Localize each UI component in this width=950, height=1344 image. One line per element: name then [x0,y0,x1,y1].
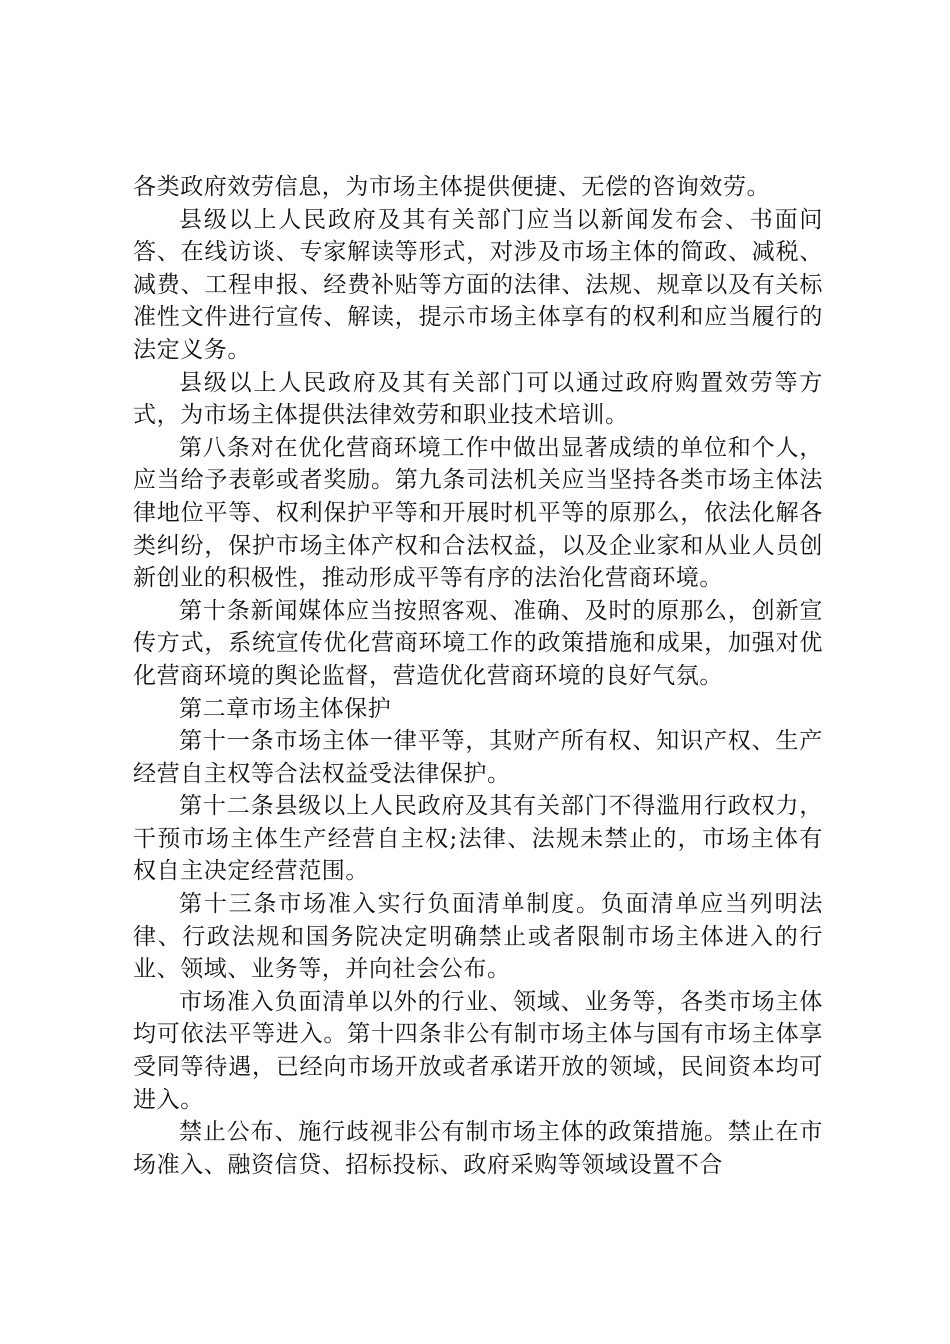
document-body [133,171,823,1181]
paragraph: 第八条对在优化营商环境工作中做出显著成绩的单位和个人，应当给予表彰或者奖励。第九条司法机关应当坚持各类市场主体法律地位平等、权利保护平等和开展时机平等的原那么，依法化解各类纠纷，保护市场主体产权和合法权益，以及企业家和从业人员创新创业的积极性，推动形成平等有序的法治化营商环境。 [133,434,823,592]
chapter-heading: 第二章市场主体保护 [179,695,392,722]
paragraph: 第十一条市场主体一律平等，其财产所有权、知识产权、生产经营自主权等合法权益受法律保护。 [133,728,823,787]
paragraph: 各类政府效劳信息，为市场主体提供便捷、无偿的咨询效劳。 [133,174,771,200]
paragraph: 县级以上人民政府及其有关部门应当以新闻发布会、书面问答、在线访谈、专家解读等形式，对涉及市场主体的简政、减税、减费、工程申报、经费补贴等方面的法律、法规、规章以及有关标准性文件进行宣传、解读，提示市场主体享有的权利和应当履行的法定义务。 [133,206,823,363]
paragraph: 第十三条市场准入实行负面清单制度。负面清单应当列明法律、行政法规和国务院决定明确禁止或者限制市场主体进入的行业、领域、业务等，并向社会公布。 [133,891,823,983]
paragraph: 市场准入负面清单以外的行业、领域、业务等，各类市场主体均可依法平等进入。第十四条非公有制市场主体与国有市场主体享受同等待遇，已经向市场开放或者承诺开放的领域，民间资本均可进入。 [133,988,823,1113]
paragraph: 第十二条县级以上人民政府及其有关部门不得滥用行政权力，干预市场主体生产经营自主权;法律、法规未禁止的，市场主体有权自主决定经营范围。 [133,793,823,885]
paragraph: 禁止公布、施行歧视非公有制市场主体的政策措施。禁止在市场准入、融资信贷、招标投标、政府采购等领域设置不合 [133,1119,823,1178]
paragraph: 第十条新闻媒体应当按照客观、准确、及时的原那么，创新宣传方式，系统宣传优化营商环境工作的政策措施和成果，加强对优化营商环境的舆论监督，营造优化营商环境的良好气氛。 [133,597,823,689]
paragraph: 县级以上人民政府及其有关部门可以通过政府购置效劳等方式，为市场主体提供法律效劳和职业技术培训。 [133,369,823,429]
